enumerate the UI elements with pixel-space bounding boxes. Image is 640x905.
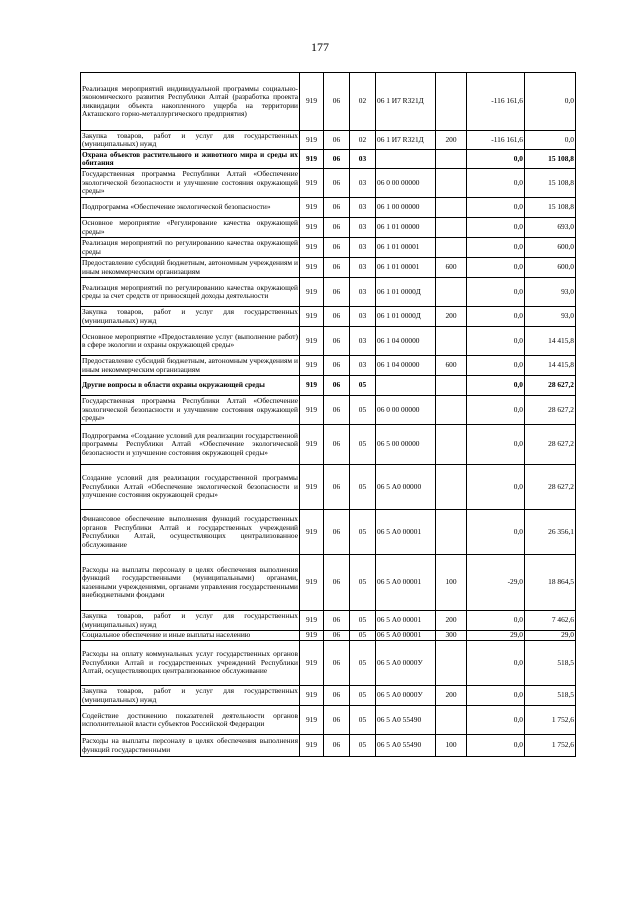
row-change-amount: 29,0 [467, 631, 525, 641]
row-total-amount: 28 627,2 [525, 425, 576, 465]
row-total-amount: 26 356,1 [525, 510, 576, 555]
row-subsection: 05 [350, 376, 376, 396]
table-row [81, 425, 576, 465]
table-row [81, 706, 576, 735]
row-target-article: 06 5 А0 55490 [376, 735, 436, 757]
row-change-amount: 0,0 [467, 169, 525, 198]
table-row [81, 555, 576, 611]
row-total-amount: 28 627,2 [525, 465, 576, 510]
row-total-amount: 600,0 [525, 238, 576, 258]
row-change-amount: -116 161,6 [467, 131, 525, 150]
table-row [81, 278, 576, 307]
table-row [81, 198, 576, 218]
table-row [81, 611, 576, 631]
row-name: Государственная программа Республики Алтай «Обеспечение экологической безопасности и улучшение состояния окружающей среды» [81, 169, 300, 198]
row-subsection: 05 [350, 611, 376, 631]
row-change-amount: 0,0 [467, 278, 525, 307]
row-subsection: 03 [350, 218, 376, 238]
row-subsection: 03 [350, 258, 376, 278]
row-change-amount: 0,0 [467, 376, 525, 396]
row-target-article: 06 1 И7 R321Д [376, 131, 436, 150]
row-subsection: 05 [350, 631, 376, 641]
row-target-article: 06 1 04 00000 [376, 327, 436, 356]
row-section: 06 [324, 425, 350, 465]
row-target-article [376, 376, 436, 396]
row-total-amount: 15 108,8 [525, 198, 576, 218]
row-name: Предоставление субсидий бюджетным, автономным учреждениям и иным некоммерческим организациям [82, 356, 298, 374]
table-row [81, 258, 576, 278]
row-name: Основное мероприятие «Регулирование качества окружающей среды» [82, 218, 298, 236]
row-section: 06 [324, 686, 350, 706]
row-code: 919 [300, 611, 324, 631]
row-subsection: 05 [350, 510, 376, 555]
row-section: 06 [324, 327, 350, 356]
row-name: Создание условий для реализации государственной программы Республики Алтай «Обеспечение экологической безопасности и улучшение состояния окружающей среды» [81, 465, 300, 510]
row-section: 06 [324, 706, 350, 735]
row-expense-type [436, 425, 467, 465]
row-target-article: 06 0 00 00000 [376, 169, 436, 198]
row-section: 06 [324, 641, 350, 686]
table-row [81, 510, 576, 555]
row-target-article: 06 5 А0 00000 [376, 465, 436, 510]
row-code: 919 [300, 706, 324, 735]
row-total-amount: 28 627,2 [525, 396, 576, 425]
row-target-article: 06 5 А0 00001 [376, 611, 436, 631]
row-name: Расходы на выплаты персоналу в целях обеспечения выполнения функций государственными [81, 735, 300, 757]
row-subsection: 05 [350, 555, 376, 611]
row-target-article: 06 1 01 00000 [376, 218, 436, 238]
row-name: Реализация мероприятий по регулированию качества окружающей среды за счет средств от приносящей доходы деятельности [81, 278, 300, 307]
row-change-amount: -116 161,6 [467, 73, 525, 131]
row-code: 919 [300, 238, 324, 258]
row-total-amount: 93,0 [525, 307, 576, 327]
table-row [81, 396, 576, 425]
row-total-amount: 1 752,6 [525, 735, 576, 757]
row-name: Социальное обеспечение и иные выплаты населению [81, 631, 300, 641]
row-name: Закупка товаров, работ и услуг для государственных (муниципальных) нужд [82, 686, 298, 704]
row-expense-type: 600 [436, 356, 467, 376]
row-name: Содействие достижению показателей деятельности органов исполнительной власти субъектов Российской Федерации [81, 706, 300, 735]
row-subsection: 03 [350, 150, 376, 169]
row-name: Закупка товаров, работ и услуг для государственных (муниципальных) нужд [82, 307, 298, 325]
row-code: 919 [300, 169, 324, 198]
row-target-article: 06 5 А0 00001 [376, 555, 436, 611]
row-subsection: 05 [350, 465, 376, 510]
row-expense-type: 100 [436, 735, 467, 757]
row-target-article: 06 1 01 0000Д [376, 307, 436, 327]
row-target-article: 06 0 00 00000 [376, 396, 436, 425]
row-expense-type: 200 [436, 686, 467, 706]
row-expense-type [436, 327, 467, 356]
row-change-amount: 0,0 [467, 735, 525, 757]
row-change-amount: 0,0 [467, 218, 525, 238]
row-expense-type [436, 706, 467, 735]
table-row [81, 686, 576, 706]
row-change-amount: 0,0 [467, 327, 525, 356]
row-code: 919 [300, 356, 324, 376]
row-target-article: 06 1 00 00000 [376, 198, 436, 218]
row-name: Закупка товаров, работ и услуг для государственных (муниципальных) нужд [82, 611, 298, 629]
row-total-amount: 29,0 [525, 631, 576, 641]
table-row [81, 631, 576, 641]
row-target-article [376, 150, 436, 169]
row-section: 06 [324, 555, 350, 611]
row-change-amount: 0,0 [467, 150, 525, 169]
row-expense-type [436, 150, 467, 169]
row-expense-type [436, 198, 467, 218]
table-row [81, 327, 576, 356]
row-target-article: 06 5 А0 0000У [376, 641, 436, 686]
row-expense-type: 200 [436, 131, 467, 150]
row-change-amount: 0,0 [467, 510, 525, 555]
row-target-article: 06 1 01 00001 [376, 238, 436, 258]
row-subsection: 03 [350, 169, 376, 198]
row-total-amount: 18 864,5 [525, 555, 576, 611]
row-change-amount: 0,0 [467, 198, 525, 218]
row-section: 06 [324, 631, 350, 641]
table-row [81, 169, 576, 198]
row-section: 06 [324, 278, 350, 307]
row-target-article: 06 5 А0 55490 [376, 706, 436, 735]
row-total-amount: 0,0 [525, 73, 576, 131]
row-change-amount: 0,0 [467, 465, 525, 510]
row-section: 06 [324, 356, 350, 376]
row-code: 919 [300, 641, 324, 686]
row-name: Охрана объектов растительного и животного мира и среды их обитания [82, 149, 298, 167]
row-section: 06 [324, 735, 350, 757]
row-code: 919 [300, 327, 324, 356]
row-code: 919 [300, 218, 324, 238]
row-expense-type [436, 510, 467, 555]
row-expense-type [436, 396, 467, 425]
row-section: 06 [324, 396, 350, 425]
row-code: 919 [300, 198, 324, 218]
row-expense-type: 100 [436, 555, 467, 611]
row-expense-type [436, 238, 467, 258]
row-target-article: 06 1 01 00001 [376, 258, 436, 278]
row-subsection: 03 [350, 356, 376, 376]
row-total-amount: 518,5 [525, 686, 576, 706]
row-section: 06 [324, 510, 350, 555]
row-expense-type [436, 169, 467, 198]
row-subsection: 02 [350, 73, 376, 131]
row-subsection: 03 [350, 307, 376, 327]
row-target-article: 06 1 04 00000 [376, 356, 436, 376]
budget-table-body [81, 73, 576, 757]
row-change-amount: 0,0 [467, 258, 525, 278]
row-section: 06 [324, 376, 350, 396]
row-section: 06 [324, 198, 350, 218]
row-subsection: 03 [350, 278, 376, 307]
table-row [81, 218, 576, 238]
row-code: 919 [300, 376, 324, 396]
row-change-amount: 0,0 [467, 396, 525, 425]
row-code: 919 [300, 510, 324, 555]
row-total-amount: 14 415,8 [525, 356, 576, 376]
row-change-amount: 0,0 [467, 356, 525, 376]
row-expense-type [436, 73, 467, 131]
budget-table [80, 72, 576, 757]
table-row [81, 73, 576, 131]
row-name: Реализация мероприятий по регулированию качества окружающей среды [82, 238, 298, 256]
row-name: Подпрограмма «Создание условий для реализации государственной программы Республики Алтай «Обеспечение экологической безопасности и улучшение состояния окружающей среды» [81, 425, 300, 465]
row-total-amount: 93,0 [525, 278, 576, 307]
row-name: Подпрограмма «Обеспечение экологической безопасности» [81, 198, 300, 218]
row-section: 06 [324, 258, 350, 278]
row-code: 919 [300, 258, 324, 278]
table-row [81, 735, 576, 757]
row-name: Основное мероприятие «Предоставление услуг (выполнение работ) в сфере экологии и охраны окружающей среды» [81, 327, 300, 356]
row-expense-type: 200 [436, 611, 467, 631]
row-target-article: 06 5 00 00000 [376, 425, 436, 465]
row-change-amount: -29,0 [467, 555, 525, 611]
row-name: Предоставление субсидий бюджетным, автономным учреждениям и иным некоммерческим организациям [82, 258, 298, 276]
row-change-amount: 0,0 [467, 611, 525, 631]
row-target-article: 06 5 А0 0000У [376, 686, 436, 706]
row-total-amount: 518,5 [525, 641, 576, 686]
row-expense-type [436, 376, 467, 396]
row-total-amount: 693,0 [525, 218, 576, 238]
row-change-amount: 0,0 [467, 706, 525, 735]
row-expense-type [436, 218, 467, 238]
row-code: 919 [300, 686, 324, 706]
row-name: Финансовое обеспечение выполнения функций государственных органов Республики Алтай и государственных учреждений Республики Алтай, осуществляющих централизованное обслуживание [81, 510, 300, 555]
row-code: 919 [300, 631, 324, 641]
row-subsection: 05 [350, 735, 376, 757]
row-code: 919 [300, 131, 324, 150]
row-subsection: 05 [350, 396, 376, 425]
table-row [81, 356, 576, 376]
row-name: Другие вопросы в области охраны окружающей среды [81, 376, 300, 396]
row-total-amount: 0,0 [525, 131, 576, 150]
row-section: 06 [324, 169, 350, 198]
row-change-amount: 0,0 [467, 641, 525, 686]
row-subsection: 05 [350, 686, 376, 706]
table-row [81, 150, 576, 169]
row-section: 06 [324, 73, 350, 131]
row-name: Закупка товаров, работ и услуг для государственных (муниципальных) нужд [82, 130, 298, 148]
table-row [81, 307, 576, 327]
row-code: 919 [300, 73, 324, 131]
row-section: 06 [324, 307, 350, 327]
row-total-amount: 7 462,6 [525, 611, 576, 631]
row-target-article: 06 1 И7 R321Д [376, 73, 436, 131]
row-subsection: 03 [350, 238, 376, 258]
row-change-amount: 0,0 [467, 686, 525, 706]
row-section: 06 [324, 218, 350, 238]
row-code: 919 [300, 278, 324, 307]
row-total-amount: 15 108,8 [525, 150, 576, 169]
row-section: 06 [324, 611, 350, 631]
row-code: 919 [300, 465, 324, 510]
row-code: 919 [300, 307, 324, 327]
row-expense-type [436, 641, 467, 686]
table-row [81, 131, 576, 150]
row-target-article: 06 5 А0 00001 [376, 631, 436, 641]
row-subsection: 03 [350, 198, 376, 218]
row-change-amount: 0,0 [467, 307, 525, 327]
row-code: 919 [300, 555, 324, 611]
row-total-amount: 15 108,8 [525, 169, 576, 198]
row-code: 919 [300, 735, 324, 757]
row-total-amount: 14 415,8 [525, 327, 576, 356]
row-section: 06 [324, 238, 350, 258]
row-target-article: 06 1 01 0000Д [376, 278, 436, 307]
row-subsection: 05 [350, 706, 376, 735]
row-subsection: 05 [350, 641, 376, 686]
table-row [81, 465, 576, 510]
row-total-amount: 1 752,6 [525, 706, 576, 735]
row-expense-type: 600 [436, 258, 467, 278]
row-name: Расходы на выплаты персоналу в целях обеспечения выполнения функций государственными (муниципальными) органами, казенными учреждениями, органами управления государственными внебюджетными фондами [81, 555, 300, 611]
row-change-amount: 0,0 [467, 425, 525, 465]
row-target-article: 06 5 А0 00001 [376, 510, 436, 555]
row-total-amount: 600,0 [525, 258, 576, 278]
row-total-amount: 28 627,2 [525, 376, 576, 396]
row-code: 919 [300, 425, 324, 465]
row-section: 06 [324, 131, 350, 150]
row-name: Расходы на оплату коммунальных услуг государственных органов Республики Алтай и государственных учреждений Республики Алтай, осуществляющих централизованное обслуживание [81, 641, 300, 686]
table-row [81, 238, 576, 258]
row-expense-type: 200 [436, 307, 467, 327]
row-code: 919 [300, 150, 324, 169]
row-expense-type [436, 465, 467, 510]
page-number: 177 [311, 40, 329, 54]
row-subsection: 03 [350, 327, 376, 356]
table-row [81, 376, 576, 396]
row-subsection: 05 [350, 425, 376, 465]
row-section: 06 [324, 150, 350, 169]
row-subsection: 02 [350, 131, 376, 150]
row-section: 06 [324, 465, 350, 510]
table-row [81, 641, 576, 686]
row-change-amount: 0,0 [467, 238, 525, 258]
row-name: Государственная программа Республики Алтай «Обеспечение экологической безопасности и улучшение состояния окружающей среды» [81, 396, 300, 425]
row-expense-type [436, 278, 467, 307]
row-name: Реализация мероприятий индивидуальной программы социально-экономического развития Республики Алтай (разработка проекта ликвидации объекта накопленного ущерба на территории Акташского горно-металлургического предприятия) [81, 73, 300, 131]
row-expense-type: 300 [436, 631, 467, 641]
row-code: 919 [300, 396, 324, 425]
